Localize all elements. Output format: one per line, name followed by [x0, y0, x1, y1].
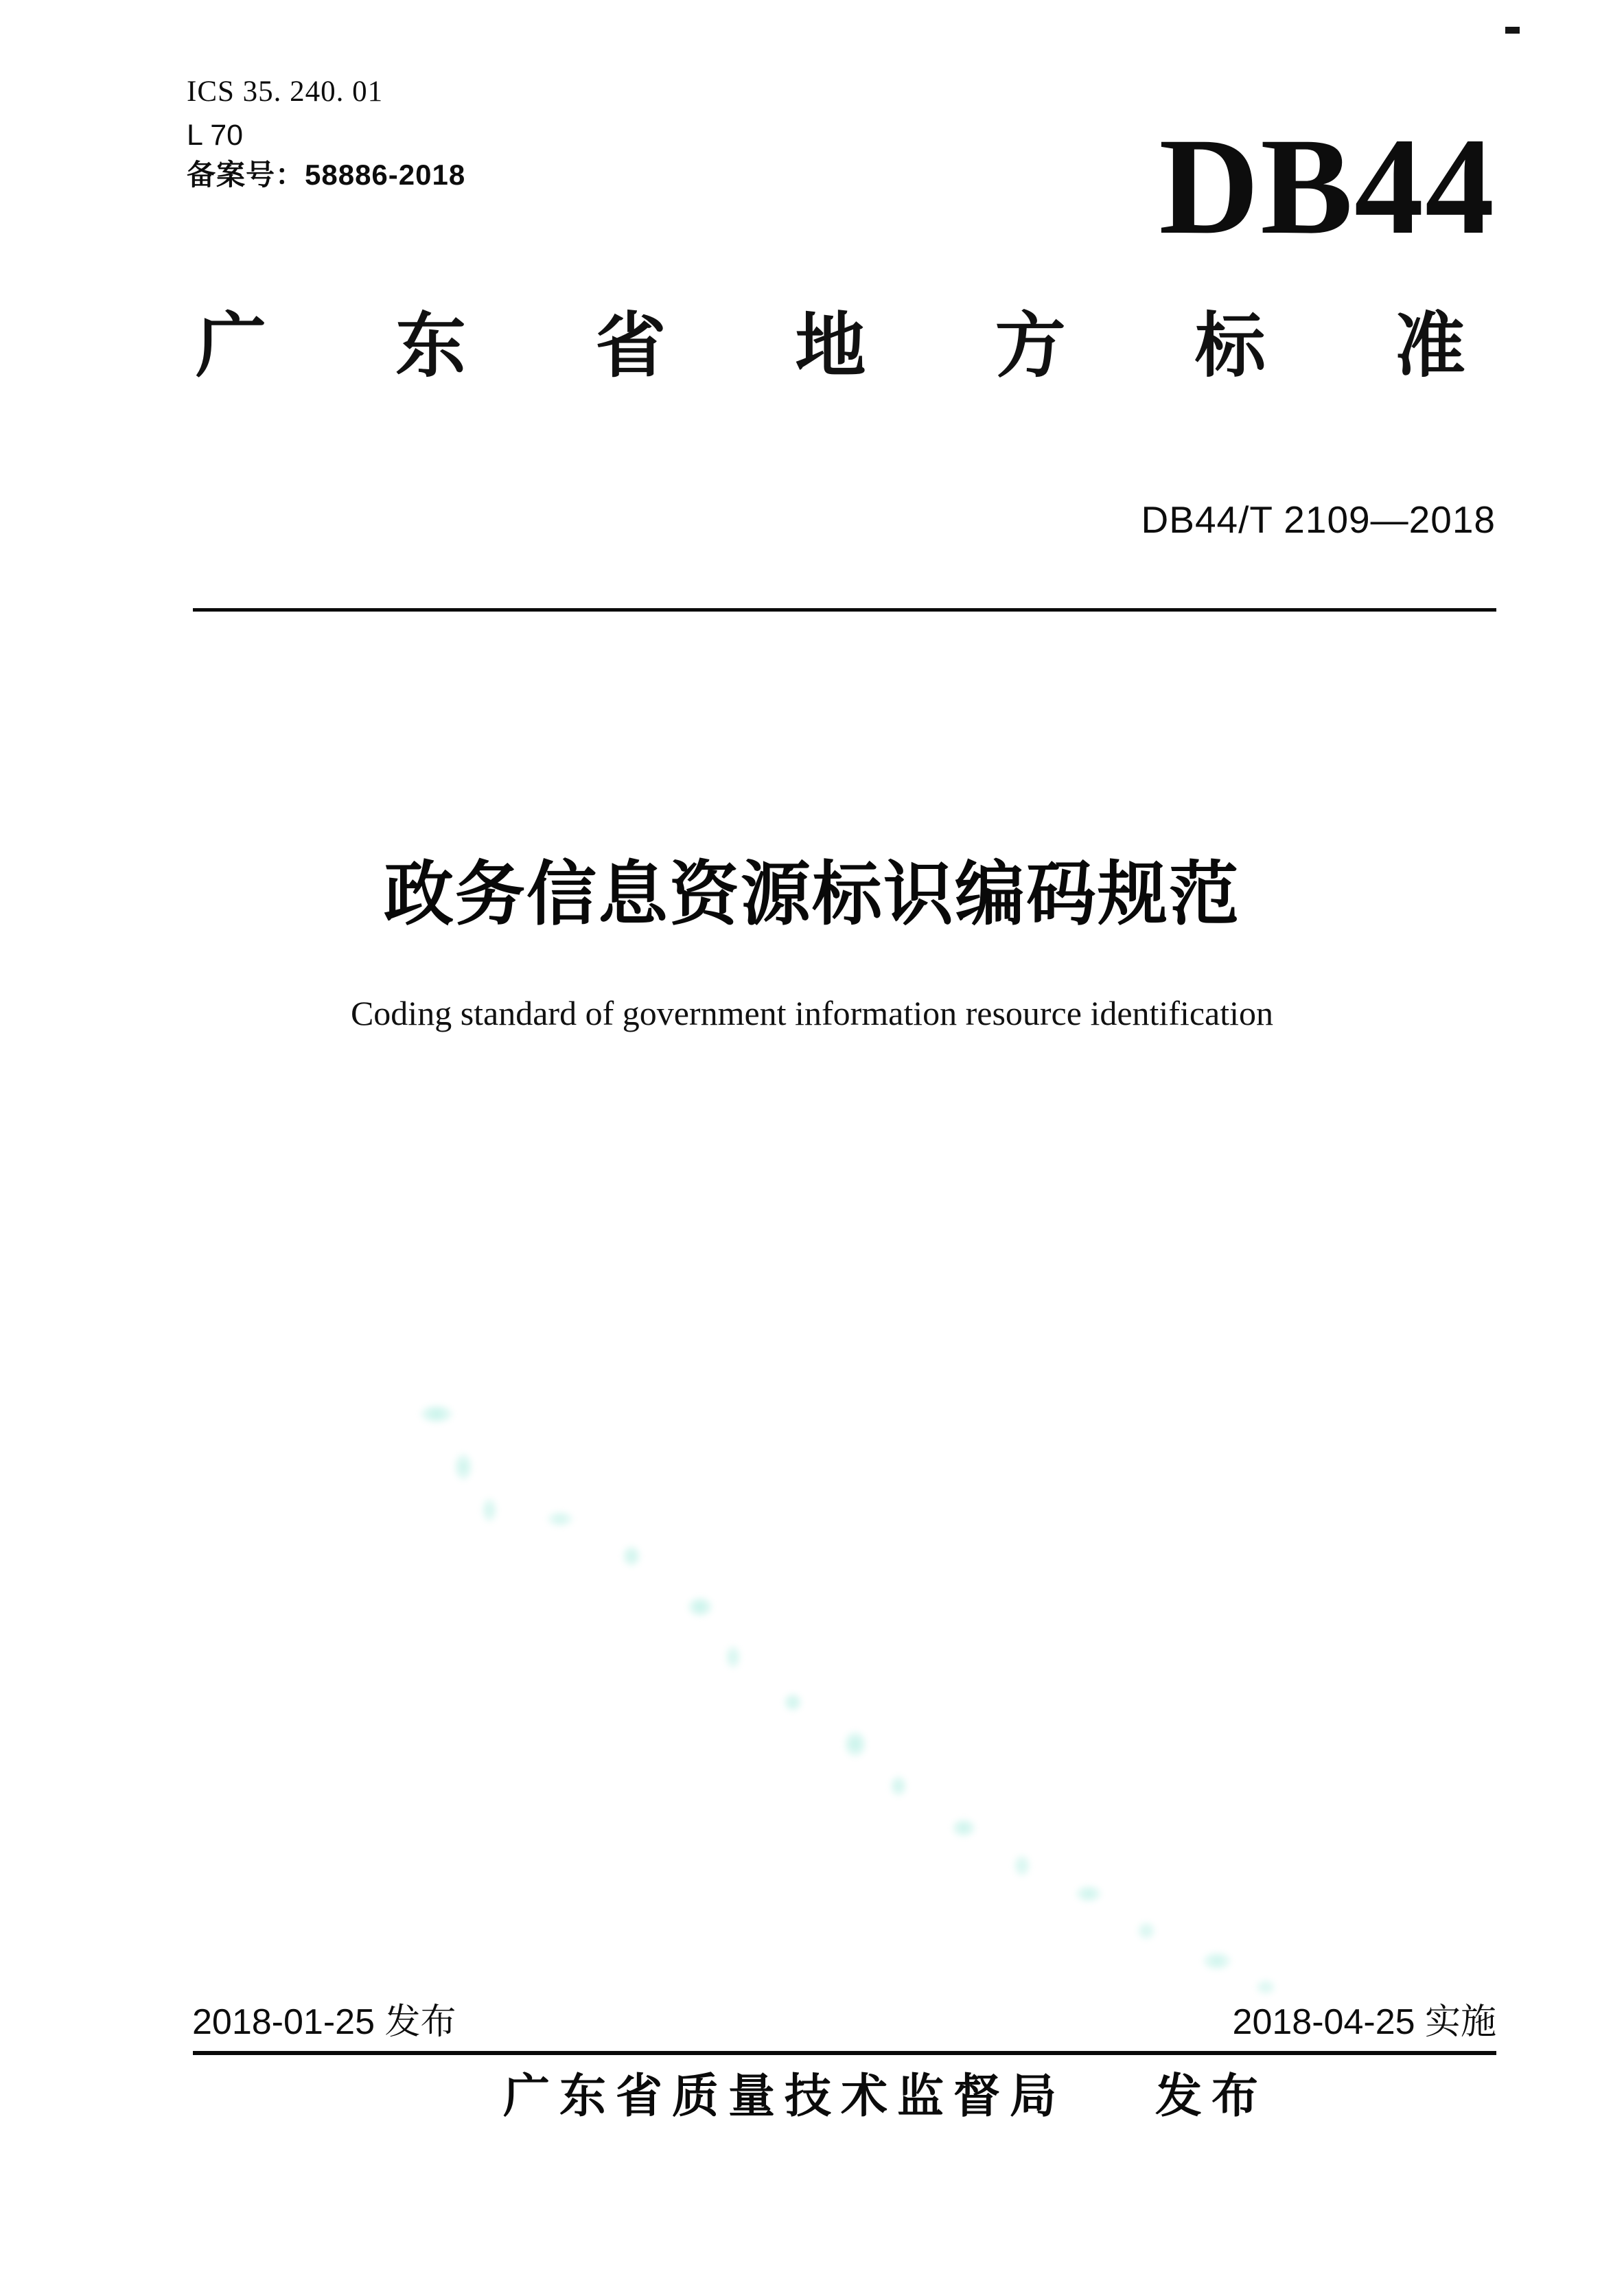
standard-type-char: 标 — [1194, 306, 1266, 385]
watermark-speck — [480, 1496, 498, 1524]
watermark-speck — [686, 1596, 714, 1618]
issuing-authority: 广东省质量技术监督局 — [502, 2070, 1066, 2122]
watermark-speck — [546, 1510, 575, 1528]
issuing-authority-row — [233, 2070, 1538, 2122]
watermark-speck — [782, 1692, 803, 1713]
watermark-speck — [724, 1644, 742, 1670]
standard-type-char: 省 — [595, 306, 666, 385]
watermark-speck — [951, 1818, 977, 1838]
watermark-speck — [1012, 1853, 1032, 1878]
ics-code: ICS 35. 240. 01 — [187, 76, 384, 108]
watermark-speck — [1136, 1921, 1157, 1941]
classification-code: L 70 — [187, 119, 244, 152]
standard-type-char: 东 — [395, 306, 467, 385]
standard-type-title — [196, 306, 1465, 385]
watermark-speck — [889, 1774, 908, 1798]
issue-date: 2018-01-25 发布 — [192, 2002, 456, 2042]
standard-type-char: 准 — [1394, 306, 1465, 385]
watermark-speck — [1074, 1884, 1103, 1903]
watermark-speck — [419, 1404, 454, 1424]
footer-dates-row — [192, 2004, 1496, 2040]
document-title-cn: 政务信息资源标识编码规范 — [384, 855, 1240, 934]
document-title-en: Coding standard of government information resource identification — [350, 994, 1274, 1032]
db44-logo: DB44 — [1159, 109, 1496, 263]
header-rule — [193, 608, 1496, 612]
scan-artifact-dash — [1505, 27, 1520, 34]
watermark-speck — [453, 1452, 474, 1482]
standard-type-char: 地 — [795, 306, 866, 385]
implementation-date: 2018-04-25 实施 — [1232, 2002, 1496, 2042]
standard-number: DB44/T 2109—2018 — [1141, 498, 1496, 541]
watermark-speck — [1201, 1951, 1233, 1971]
watermark-speck — [621, 1544, 642, 1568]
watermark-speck — [843, 1730, 868, 1759]
footer-rule — [193, 2051, 1496, 2055]
record-number: 备案号：58886-2018 — [187, 159, 466, 191]
publish-label: 发布 — [1155, 2070, 1268, 2122]
watermark-speck — [1255, 1978, 1277, 1996]
header-meta-block — [187, 77, 465, 189]
standard-type-char: 方 — [995, 306, 1066, 385]
standard-type-char: 广 — [196, 306, 266, 385]
